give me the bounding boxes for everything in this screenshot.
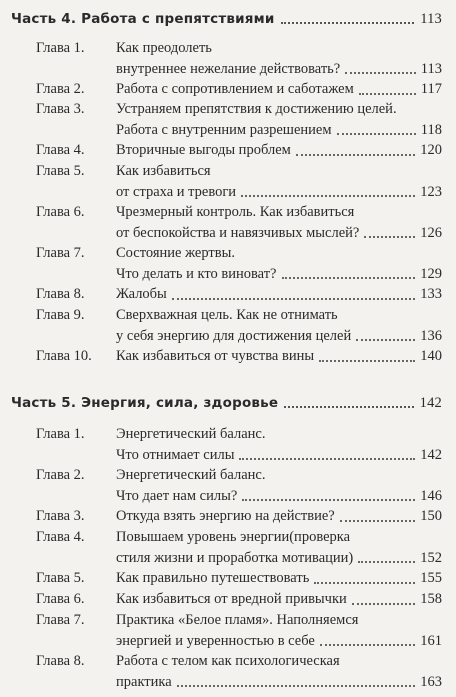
chapter-title-line: Практика «Белое пламя». Наполняемся (116, 612, 359, 628)
page-number: 142 (419, 395, 442, 411)
chapter-title-line: Состояние жертвы. (116, 245, 235, 261)
page-number: 163 (420, 673, 442, 690)
dot-leader (177, 685, 416, 687)
chapter-title-line: от страха и тревоги (116, 183, 237, 200)
chapter-title-line: Работа с внутренним разрешением (116, 121, 332, 138)
page-number: 123 (420, 183, 442, 200)
dot-leader (241, 195, 415, 197)
chapter-title-line: Что делать и кто виноват? (116, 265, 277, 282)
dot-leader (319, 360, 415, 362)
chapter-title-line: стиля жизни и проработка мотивации) (116, 549, 354, 566)
part-title: Часть 4. Работа с препятствиями (11, 11, 275, 27)
dot-leader (352, 603, 415, 605)
chapter-title-line: Как избавиться от вредной привычки (116, 591, 347, 607)
page-number: 142 (420, 446, 442, 463)
chapter-label: Глава 4. (36, 529, 85, 545)
chapter-title-line: Работа с сопротивлением и саботажем (116, 81, 354, 97)
chapter-title-line: Устраняем препятствия к достижению целей. (116, 101, 397, 117)
dot-leader (364, 236, 415, 238)
chapter-title-line: Энергетический баланс. (116, 426, 266, 442)
page-number: 155 (420, 570, 442, 586)
dot-leader (320, 644, 415, 646)
chapter-title-line: Откуда взять энергию на действие? (116, 508, 335, 524)
chapter-label: Глава 7. (36, 612, 85, 628)
page-number: 133 (420, 286, 442, 302)
chapter-title-line: Сверхважная цель. Как не отнимать (116, 307, 338, 323)
dot-leader (337, 133, 416, 135)
page-number: 158 (420, 591, 442, 607)
chapter-title-line: Жалобы (116, 286, 167, 302)
chapter-title-line: Что дает нам силы? (116, 487, 238, 504)
dot-leader (296, 154, 415, 156)
page-number: 126 (420, 224, 442, 241)
part-heading (11, 394, 442, 412)
chapter-label: Глава 1. (36, 426, 85, 442)
chapter-title-line: Что отнимает силы (116, 446, 235, 463)
chapter-label: Глава 2. (36, 81, 85, 97)
page-number: 120 (420, 142, 442, 158)
chapter-title-line: Как преодолеть (116, 40, 212, 56)
page-number: 152 (420, 549, 442, 566)
page-number: 117 (420, 81, 442, 97)
chapter-label: Глава 7. (36, 245, 85, 261)
dot-leader (358, 561, 415, 563)
chapter-title-line: Вторичные выгоды проблем (116, 142, 291, 158)
chapter-label: Глава 3. (36, 508, 85, 524)
chapter-title-line: Чрезмерный контроль. Как избавиться (116, 204, 355, 220)
dot-leader (314, 582, 415, 584)
chapter-label: Глава 1. (36, 40, 85, 56)
dot-leader (284, 406, 413, 408)
chapter-label: Глава 10. (36, 348, 92, 364)
chapter-label: Глава 3. (36, 101, 85, 117)
chapter-title-line: у себя энергию для достижения целей (116, 327, 352, 344)
chapter-title-line: Работа с телом как психологическая (116, 653, 340, 669)
chapter-label: Глава 8. (36, 286, 85, 302)
dot-leader (345, 72, 416, 74)
dot-leader (356, 339, 415, 341)
chapter-label: Глава 5. (36, 163, 85, 179)
dot-leader (282, 277, 416, 279)
dot-leader (359, 93, 416, 95)
page-number: 136 (420, 327, 442, 344)
part-title: Часть 5. Энергия, сила, здоровье (11, 395, 279, 411)
page-number: 129 (420, 265, 442, 282)
part-heading (11, 10, 442, 28)
chapter-label: Глава 2. (36, 467, 85, 483)
chapter-title-line: от беспокойства и навязчивых мыслей? (116, 224, 360, 241)
chapter-label: Глава 5. (36, 570, 85, 586)
chapter-title-line: практика (116, 673, 172, 690)
dot-leader (172, 298, 415, 300)
page-number: 146 (420, 487, 442, 504)
chapter-title-line: Как избавиться от чувства вины (116, 348, 315, 364)
chapter-label: Глава 6. (36, 204, 85, 220)
page-number: 113 (420, 60, 442, 77)
chapter-title-line: внутреннее нежелание действовать? (116, 60, 341, 77)
chapter-title-line: Как правильно путешествовать (116, 570, 310, 586)
chapter-title-line: Повышаем уровень энергии(проверка (116, 529, 351, 545)
page-number: 150 (420, 508, 442, 524)
dot-leader (281, 22, 415, 24)
chapter-title-line: Энергетический баланс. (116, 467, 266, 483)
chapter-label: Глава 4. (36, 142, 85, 158)
chapter-label: Глава 8. (36, 653, 85, 669)
page-number: 161 (420, 632, 442, 649)
chapter-title-line: энергией и уверенностью в себе (116, 632, 315, 649)
page-number: 118 (420, 121, 442, 138)
page-number: 140 (420, 348, 442, 364)
chapter-label: Глава 6. (36, 591, 85, 607)
chapter-label: Глава 9. (36, 307, 85, 323)
chapter-title-line: Как избавиться (116, 163, 211, 179)
page-number: 113 (420, 11, 442, 27)
dot-leader (340, 520, 416, 522)
dot-leader (239, 458, 415, 460)
dot-leader (242, 499, 415, 501)
